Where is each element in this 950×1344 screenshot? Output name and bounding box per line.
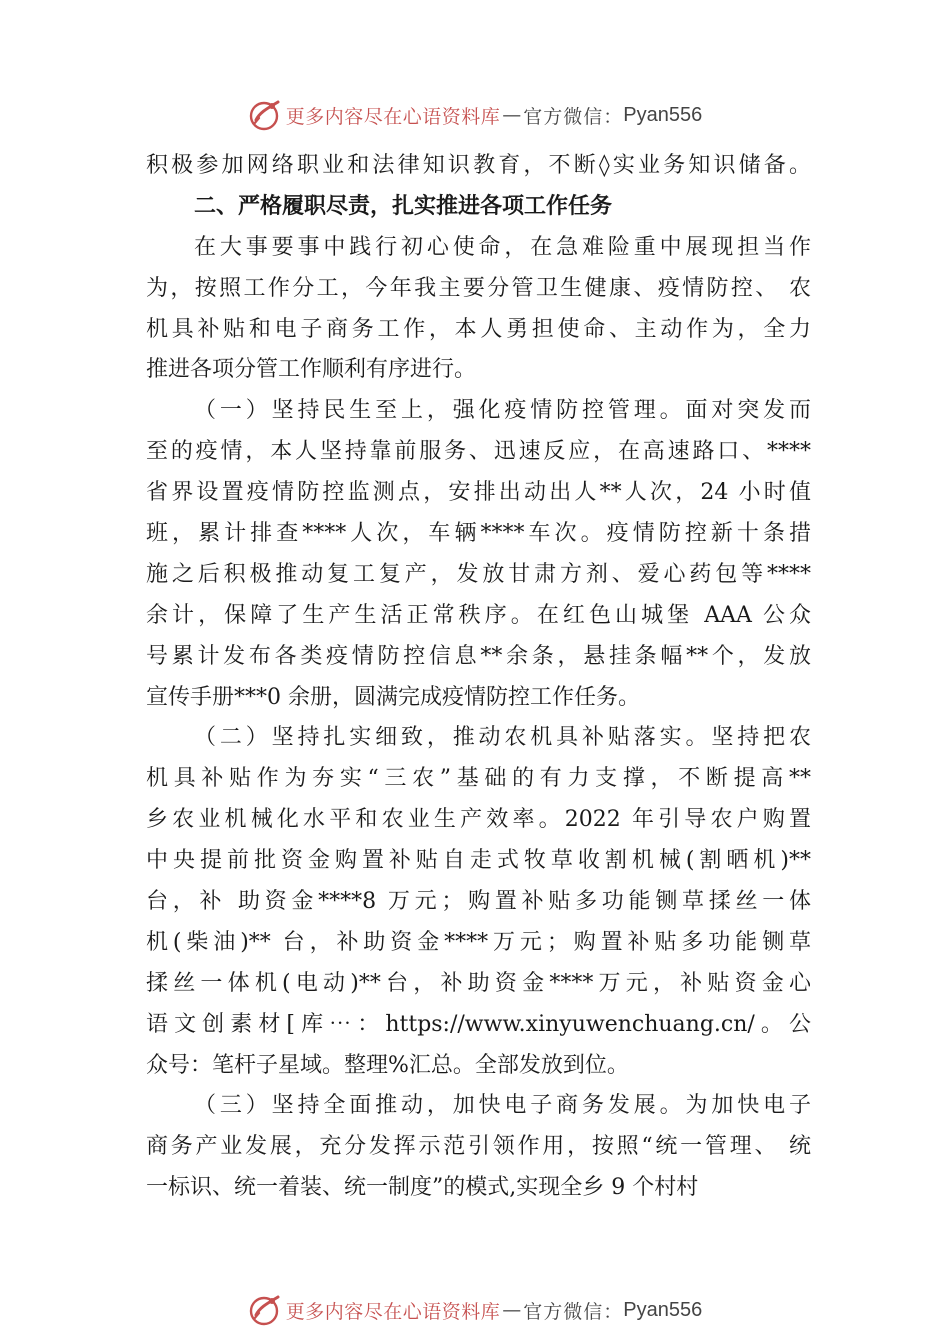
paragraph-line: 余计，保障了生产生活正常秩序。在红色山城堡 AAA 公众: [146, 602, 811, 628]
watermark-separator: —: [502, 1299, 522, 1321]
paragraph-line: （一）坚持民生至上，强化疫情防控管理。面对突发而: [194, 398, 811, 424]
paragraph-line: 号累计发布各类疫情防控信息**余条，悬挂条幅**个，发放: [146, 643, 811, 669]
brush-logo-icon: [248, 98, 282, 132]
paragraph-line: 宣传手册***0 余册，圆满完成疫情防控工作任务。: [146, 684, 640, 710]
watermark-wechat-id: Pyan556: [623, 1298, 703, 1321]
paragraph-line: （三）坚持全面推动，加快电子商务发展。为加快电子: [194, 1093, 811, 1119]
paragraph-line: 机具补贴作为夯实“三农”基础的有力支撑，不断提高**: [146, 766, 811, 792]
paragraph-line: 机具补贴和电子商务工作，本人勇担使命、主动作为，全力: [146, 316, 811, 342]
paragraph-line: 施之后积极推动复工复产，发放甘肃方剂、爱心药包等****: [146, 561, 811, 587]
paragraph-line: 一标识、统一着装、统一制度”的模式,实现全乡 9 个村村: [146, 1175, 699, 1201]
paragraph-line: 中央提前批资金购置补贴自走式牧草收割机械(割晒机)**: [146, 848, 811, 874]
watermark-wechat-label: 官方微信：: [523, 1300, 624, 1323]
paragraph-line: 商务产业发展，充分发挥示范引领作用，按照“统一管理、 统: [146, 1134, 811, 1160]
paragraph-line: 推进各项分管工作顺利有序进行。: [146, 357, 477, 383]
paragraph-line: 班，累计排查****人次，车辆****车次。疫情防控新十条措: [146, 521, 811, 547]
paragraph-line: 台，补 助资金****8 万元；购置补贴多功能铡草揉丝一体: [146, 889, 811, 915]
brush-logo-icon: [248, 1293, 282, 1327]
paragraph-line: 积极参加网络职业和法律知识教育，不断◊实业务知识储备。: [146, 153, 811, 178]
section-heading: 二、严格履职尽责，扎实推进各项工作任务: [194, 193, 613, 219]
paragraph-line: 机(柴油)** 台，补助资金****万元；购置补贴多功能铡草: [146, 929, 811, 955]
watermark-separator: —: [502, 104, 522, 126]
footer-watermark: [0, 1290, 950, 1330]
watermark-wechat-id: Pyan556: [623, 103, 703, 126]
paragraph-line: 为，按照工作分工，今年我主要分管卫生健康、疫情防控、 农: [146, 275, 811, 301]
paragraph-line: （二）坚持扎实细致，推动农机具补贴落实。坚持把农: [194, 725, 811, 751]
watermark-brand: 更多内容尽在心语资料库: [285, 1300, 501, 1323]
paragraph-line: 乡农业机械化水平和农业生产效率。2022 年引导农户购置: [146, 807, 811, 833]
watermark-wechat-label: 官方微信：: [523, 105, 624, 128]
paragraph-line: 在大事要事中践行初心使命，在急难险重中展现担当作: [194, 234, 811, 260]
paragraph-line: 众号：笔杆子星域。整理%汇总。全部发放到位。: [146, 1052, 629, 1078]
paragraph-line: 省界设置疫情防控监测点，安排出动出人**人次，24 小时值: [146, 480, 811, 506]
paragraph-line: 至的疫情，本人坚持靠前服务、迅速反应，在高速路口、****: [146, 439, 811, 465]
header-watermark: [0, 95, 950, 135]
paragraph-line: 语文创素材[库⋯：https://www.xinyuwenchuang.cn/。公: [146, 1011, 811, 1037]
watermark-brand: 更多内容尽在心语资料库: [285, 105, 501, 128]
document-body: [146, 146, 811, 1209]
paragraph-line: 揉丝一体机(电动)**台，补助资金****万元，补贴资金心: [146, 970, 811, 996]
